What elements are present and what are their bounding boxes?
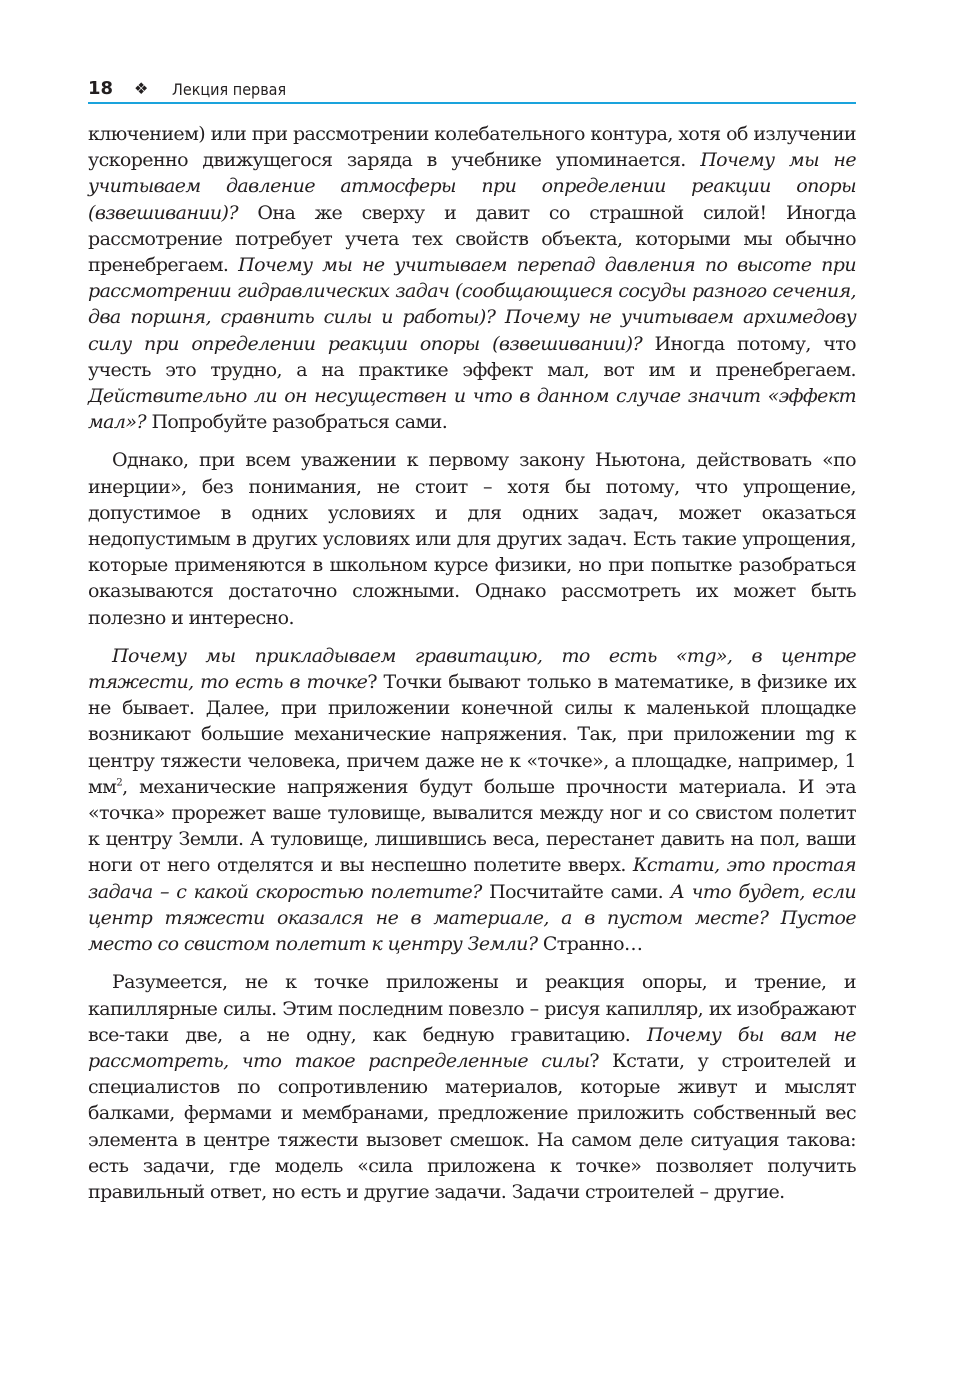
italic-question: Кстати, это простая задача – с какой скоростью полетите?	[88, 854, 856, 903]
italic-question: Почему мы не учитываем перепад давления по высоте при рассмотрении гидравлических задач (сообщающиеся сосуды разного сечения, два поршня, сравнить силы и работы)? Почему не учитываем архимедову силу при определении реакции опоры (взвешивании)?	[88, 254, 856, 355]
text-run: Попробуйте разобраться сами.	[146, 411, 448, 434]
italic-question: Почему мы прикладываем гравитацию, то есть «mg», в центре тяжести, то есть в точке	[88, 644, 856, 694]
paragraph-4	[88, 969, 856, 1205]
text-run: ? Кстати, у строителей и специалистов по сопротивлению материалов, которые живут и мыслят балками, фермами и мембранами, предложение приложить собственный вес элемента в центре тяжести вызовет смешок. На самом деле ситуация такова: есть задачи, где модель «сила приложена к точке» позволяет получить правильный ответ, но есть и другие задачи. Задачи строителей – другие.	[88, 1049, 856, 1203]
superscript: 2	[116, 777, 123, 789]
italic-question: А что будет, если центр тяжести оказался не в материале, а в пустом месте? Пустое место со свистом полетит к центру Земли?	[88, 880, 856, 956]
text-run: Иногда потому, что учесть это трудно, а на практике эффект мал, вот им и пренебрегаем.	[88, 332, 857, 381]
italic-question: Почему бы вам не рассмотреть, что такое распределенные силы	[88, 1023, 856, 1072]
paragraph-2	[88, 447, 856, 630]
ornament-icon: ❖	[134, 79, 149, 98]
paragraph-1	[88, 121, 856, 435]
text-run: ключением) или при рассмотрении колебательного контура, хотя об излучении ускоренно движущегося заряда в учебнике упоминается.	[88, 123, 856, 172]
italic-question: Почему мы не учитываем давление атмосферы при определении реакции опоры (взвешивании)?	[88, 149, 856, 224]
text-run: Разумеется, не к точке приложены и реакция опоры, и трение, и капиллярные силы. Этим последним повезло – рисуя капилляр, их изображают все-таки две, а не одну, как бедную гравитацию.	[88, 971, 856, 1046]
running-header	[88, 78, 856, 104]
text-run: , механические напряжения будут больше прочности материала. И эта «точка» прорежет ваше туловище, вывалится между ног и со свистом полетит к центру Земли. А туловище, лишившись веса, перестанет давить на пол, ваши ноги от него отделятся и вы неспешно полетите вверх.	[88, 775, 856, 877]
body-text	[88, 121, 856, 1217]
running-title: Лекция первая	[172, 80, 287, 99]
italic-question: Действительно ли он несуществен и что в данном случае значит «эффект мал»?	[88, 385, 856, 434]
page-number: 18	[88, 78, 114, 99]
text-run: Однако, при всем уважении к первому закону Ньютона, действовать «по инерции», без понимания, не стоит – хотя бы потому, что упрощение, допустимое в одних условиях и для одних задач, может оказаться недопустимым в других условиях или для других задач. Есть такие упрощения, которые применяются в школьном курсе физики, но при попытке разобраться оказываются достаточно сложными. Однако рассмотреть их может быть полезно и интересно.	[88, 449, 856, 629]
text-run: ? Точки бывают только в математике, в физике их не бывает. Далее, при приложении конечной силы к маленькой площадке возникают большие механические напряжения. Так, при приложении mg к центру тяжести человека, причем даже не к «точке», а площадке, например, 1 мм	[88, 671, 856, 798]
text-run: Она же сверху и давит со страшной силой! Иногда рассмотрение потребует учета тех свойств объекта, которыми мы обычно пренебрегаем.	[88, 201, 856, 277]
text-run: Странно…	[537, 933, 643, 956]
paragraph-3	[88, 643, 856, 957]
text-run: Посчитайте сами.	[481, 880, 671, 903]
